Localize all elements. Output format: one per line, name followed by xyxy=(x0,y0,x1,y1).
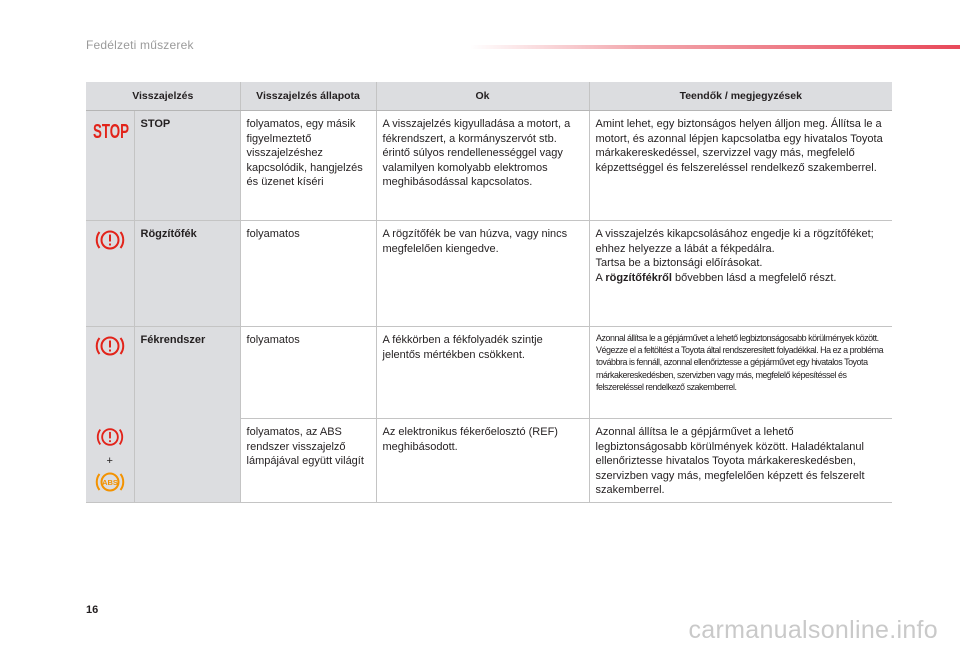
indicator-icon-cell xyxy=(86,419,134,503)
action-cell xyxy=(589,221,892,327)
table-header-row xyxy=(86,82,892,111)
indicator-name: Fékrendszer xyxy=(134,327,240,419)
cause-cell: A rögzítőfék be van húzva, vagy nincs megfelelően kiengedve. xyxy=(376,221,589,327)
page-number: 16 xyxy=(86,604,99,616)
status-cell: folyamatos, az ABS rendszer visszajelző lámpájával együtt világít xyxy=(240,419,376,503)
plus-sign: + xyxy=(106,455,113,467)
brake-warning-icon xyxy=(93,333,127,359)
brake-warning-icon xyxy=(93,425,127,449)
action-cell: Amint lehet, egy biztonságos helyen álljon meg. Állítsa le a motort, és azonnal lépjen kapcsolatba egy hivatalos Toyota márkakereskedéssel, szervizzel vagy más, megfelelő képzettséggel és felszereléssel rendelkező szakemberrel. xyxy=(589,111,892,221)
stop-warning-icon xyxy=(92,119,130,141)
column-header-indicator: Visszajelzés xyxy=(86,82,240,111)
abs-warning-icon xyxy=(93,469,127,495)
table-row xyxy=(86,221,892,327)
status-cell: folyamatos, egy másik figyelmeztető visszajelzéshez kapcsolódik, hangjelzés és üzenet kíséri xyxy=(240,111,376,221)
cause-cell: Az elektronikus fékerőelosztó (REF) meghibásodott. xyxy=(376,419,589,503)
table-row xyxy=(86,111,892,221)
table-row xyxy=(86,419,892,503)
action-text: Tartsa be a biztonsági előírásokat. xyxy=(595,257,763,269)
action-text: A rögzítőfékről bővebben lásd a megfelelő részt. xyxy=(595,271,837,284)
status-cell: folyamatos xyxy=(240,327,376,419)
column-header-cause: Ok xyxy=(376,82,589,111)
indicator-icon-cell xyxy=(86,111,134,221)
stop-icon-text: STOP xyxy=(93,121,129,143)
action-cell xyxy=(589,327,892,419)
indicator-icon-cell xyxy=(86,327,134,419)
abs-icon-text: ABS xyxy=(101,478,118,487)
indicator-name-continued xyxy=(134,419,240,503)
brake-warning-icon xyxy=(93,227,127,253)
column-header-status: Visszajelzés állapota xyxy=(240,82,376,111)
indicator-icon-cell xyxy=(86,221,134,327)
watermark: carmanualsonline.info xyxy=(688,616,938,644)
indicator-name: STOP xyxy=(134,111,240,221)
action-text: A visszajelzés kikapcsolásához engedje ki a rögzítőféket; ehhez helyezze a lábát a fékpedálra. xyxy=(595,228,874,255)
cross-reference: rögzítőfékről xyxy=(605,271,672,284)
table-row xyxy=(86,327,892,419)
action-cell: Azonnal állítsa le a gépjárművet a lehető legbiztonságosabb körülmények között. Haladéktalanul ellenőriztesse hivatalos Toyota márkakereskedésben, szervizben vagy más, megfelelően képzett és felszerelt szakemberrel. xyxy=(589,419,892,503)
warning-lights-table xyxy=(86,82,892,503)
cause-cell: A fékkörben a fékfolyadék szintje jelentős mértékben csökkent. xyxy=(376,327,589,419)
action-text: Azonnal állítsa le a gépjárművet a lehető legbiztonságosabb körülmények között. Végezze el a feltöltést a Toyota által rendszeresített folyadékkal. Ha ez a probléma továbbra is fennáll, azonnal ellenőriztesse a gépjárművet egy hivatalos Toyota márkakereskedésben, szervizben vagy más, megfelelő képesítéssel és felszereléssel rendelkező szakemberrel. xyxy=(595,333,883,393)
status-cell: folyamatos xyxy=(240,221,376,327)
cause-cell: A visszajelzés kigyulladása a motort, a fékrendszert, a kormányszervót stb. érintő súlyos rendellenességgel vagy valamilyen komolyabb elektromos meghibásodással kapcsolatos. xyxy=(376,111,589,221)
header-accent-bar xyxy=(470,45,960,49)
section-title: Fedélzeti műszerek xyxy=(86,38,194,52)
column-header-action: Teendők / megjegyzések xyxy=(589,82,892,111)
indicator-name: Rögzítőfék xyxy=(134,221,240,327)
